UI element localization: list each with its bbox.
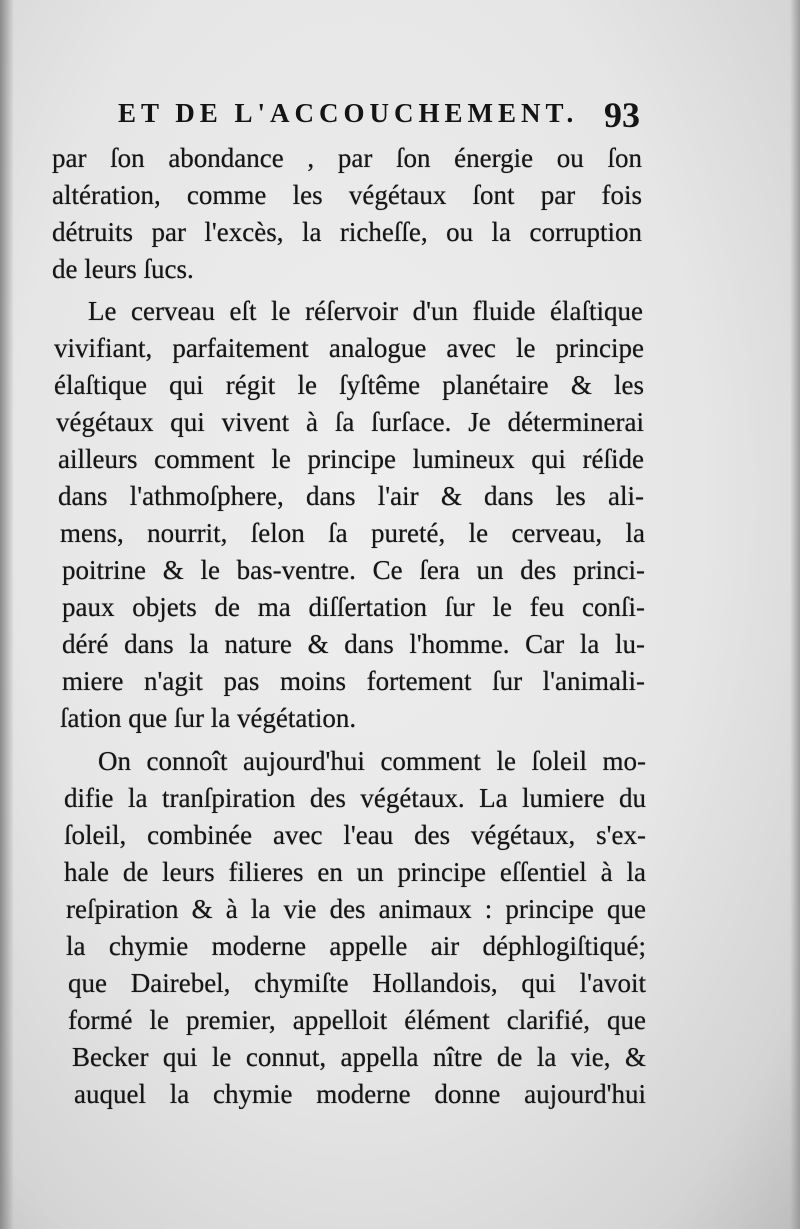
text-line: vivifiant, parfaitement analogue avec le principe	[54, 333, 644, 363]
paragraph-start-line: On connoît aujourd'hui comment le ſoleil mo-	[98, 746, 646, 776]
text-line: que Dairebel, chymiſte Hollandois, qui l'avoit	[68, 968, 646, 998]
text-line: détruits par l'excès, la richeſſe, ou la corruption	[52, 217, 642, 247]
text-line: dans l'athmoſphere, dans l'air & dans les ali-	[58, 481, 644, 511]
text-line: mens, nourrit, ſelon ſa pureté, le cerveau, la	[60, 518, 645, 548]
text-line: ailleurs comment le principe lumineux qui réſide	[58, 444, 644, 474]
text-line: difie la tranſpiration des végétaux. La lumiere du	[64, 783, 646, 813]
text-line: végétaux qui vivent à ſa ſurſace. Je déterminerai	[56, 407, 644, 437]
text-line: déré dans la nature & dans l'homme. Car la lu-	[62, 629, 645, 659]
text-line: Becker qui le connut, appella nître de la vie, &	[72, 1042, 646, 1072]
running-title: ET DE L'ACCOUCHEMENT.	[118, 98, 579, 128]
text-line: poitrine & le bas-ventre. Ce ſera un des princi-	[62, 555, 645, 585]
text-line: hale de leurs filieres en un principe eſſentiel à la	[64, 857, 646, 887]
text-line: ſation que ſur la végétation.	[60, 703, 357, 733]
text-line: élaſtique qui régit le ſyſtême planétaire & les	[54, 370, 644, 400]
text-line: la chymie moderne appelle air déphlogiſtiqué;	[66, 931, 646, 961]
text-line: auquel la chymie moderne donne aujourd'hui	[74, 1079, 646, 1109]
text-line: reſpiration & à la vie des animaux : principe que	[66, 894, 646, 924]
text-line: altération, comme les végétaux ſont par fois	[52, 180, 642, 210]
page-number: 93	[604, 95, 640, 135]
text-line: paux objets de ma diſſertation ſur le feu conſi-	[62, 592, 645, 622]
text-line: ſoleil, combinée avec l'eau des végétaux, s'ex-	[64, 820, 646, 850]
text-line: par ſon abondance , par ſon énergie ou ſon	[52, 143, 642, 173]
text-line: miere n'agit pas moins fortement ſur l'animali-	[62, 666, 645, 696]
text-line: de leurs ſucs.	[52, 254, 194, 284]
paragraph-start-line: Le cerveau eſt le réſervoir d'un fluide élaſtique	[88, 296, 643, 326]
text-line: formé le premier, appelloit élément clarifié, que	[68, 1005, 646, 1035]
